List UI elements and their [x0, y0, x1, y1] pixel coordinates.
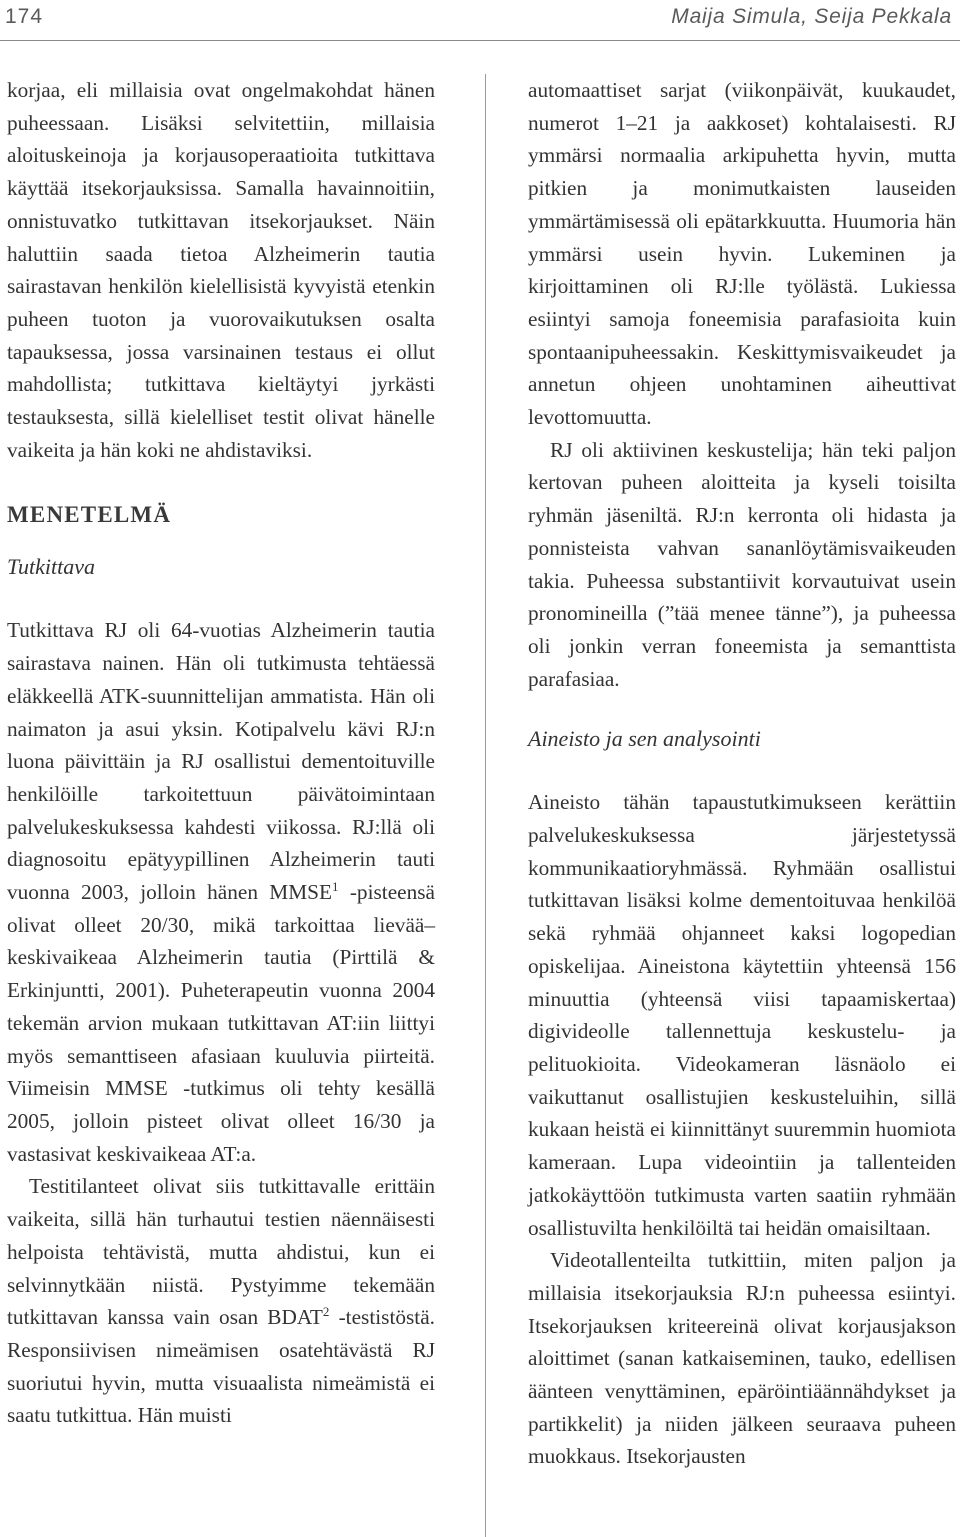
- rj-paragraph: RJ oli aktiivinen keskustelija; hän teki paljon kertovan puheen aloitteita ja kyseli toisilta ryhmän jäseniltä. RJ:n kerronta oli hidasta ja ponnisteista vahvan sananlöytämisvaikeuden takia. Puheessa substantiivit korvautuivat usein pronomineilla (”tää menee tänne”), ja puheessa oli jonkin verran foneemista ja semanttista parafasiaa.: [528, 437, 956, 691]
- subject-paragraph-2-text: Testitilanteet olivat siis tutkittavalle erittäin vaikeita, sillä hän turhautui testien näennäisesti helpoista tehtävistä, mutta ahdistui, kun ei selvinnytkään niistä. Pystyimme tekemään tutkittavan kanssa vain osan BDAT: [7, 1174, 435, 1330]
- footnote-marker-2: 2: [322, 1304, 330, 1320]
- subject-paragraph-2: [7, 1170, 435, 1432]
- section-heading-menetelma: MENETELMÄ: [7, 502, 172, 528]
- subject-paragraph-1: [7, 614, 435, 1170]
- continuation-paragraph: automaattiset sarjat (viikonpäivät, kuukaudet, numerot 1–21 ja aakkoset) kohtalaisesti. RJ ymmärsi normaalia arkipuhetta hyvin, mutta pitkien ja monimutkaisten lauseiden ymmärtämisessä oli epätarkkuutta. Huumoria hän ymmärsi usein hyvin. Lukeminen ja kirjoittaminen oli RJ:lle työlästä. Lukiessa esiintyi samoja foneemisia parafasioita kuin spontaanipuheessakin. Keskittymisvaikeudet ja annetun ohjeen unohtaminen aiheuttivat levottomuutta.: [528, 78, 956, 430]
- footnote-marker-1: 1: [332, 878, 339, 894]
- subheading-tutkittava: Tutkittava: [7, 554, 95, 580]
- right-column: [528, 74, 956, 1473]
- intro-paragraph: korjaa, eli millaisia ovat ongelmakohdat hänen puheessaan. Lisäksi selvitettiin, millaisia aloituskeinoja ja korjausoperaatioita tutkittava käyttää itsekorjauksissa. Samalla havainnoitiin, onnistuvatko tutkittavan itsekorjaukset. Näin haluttiin saada tietoa Alzheimerin tautia sairastavan henkilön kielellisistä kyvyistä etenkin puheen tuoton ja vuorovaikutuksen osalta tapauksessa, jossa varsinainen testaus ei ollut mahdollista; tutkittava kieltäytyi jyrkästi testauksesta, sillä kielelliset testit olivat hänelle vaikeita ja hän koki ne ahdistaviksi.: [7, 78, 435, 462]
- running-head-authors: Maija Simula, Seija Pekkala: [671, 5, 952, 28]
- subject-paragraph-1-text: Tutkittava RJ oli 64-vuotias Alzheimerin tautia sairastava nainen. Hän oli tutkimusta tehtäessä eläkkeellä ATK-suunnittelijan ammatista. Hän oli naimaton ja asui yksin. Kotipalvelu kävi RJ:n luona päivittäin ja RJ osallistui dementoituville henkilöille tarkoitettuun päivätoimintaan palvelukeskuksessa kahdesti viikossa. RJ:llä oli diagnosoitu epätyypillinen Alzheimerin tauti vuonna 2003, jolloin hänen MMSE: [7, 618, 435, 905]
- material-paragraph-1: Aineisto tähän tapaustutkimukseen kerättiin palvelukeskuksessa järjestetyssä kommunikaatioryhmässä. Ryhmään osallistui tutkittavan lisäksi kolme dementoituvaa henkilöä sekä ryhmää ohjanneet kaksi logopedian opiskelijaa. Aineistona käytettiin yhteensä 156 minuuttia (yhteensä viisi tapaamiskertaa) digivideolle tallennettuja keskustelu- ja pelituokioita. Videokameran läsnäolo ei vaikuttanut osallistujien keskusteluihin, sillä kukaan heistä ei kiinnittänyt suuremmin huomiota kameraan. Lupa videointiin ja tallenteiden jatkokäyttöön tutkimusta varten saatiin ryhmään osallistuvilta henkilöiltä tai heidän omaisiltaan.: [528, 790, 956, 1240]
- header-rule: [0, 40, 960, 41]
- running-head: [0, 0, 960, 40]
- subject-paragraph-2-continuation: -testistöstä. Responsiivisen nimeämisen osatehtävästä RJ suoriutui hyvin, mutta visuaalista nimeämistä ei saatu tutkittua. Hän muisti: [7, 1305, 435, 1428]
- subheading-aineisto: Aineisto ja sen analysointi: [528, 726, 761, 752]
- page-number: 174: [5, 5, 44, 28]
- left-column: [7, 74, 435, 1432]
- subject-paragraph-1-continuation: -pisteensä olivat olleet 20/30, mikä tarkoittaa lievää–keskivaikeaa Alzheimerin tautia (Pirttilä & Erkinjuntti, 2001). Puheterapeutin vuonna 2004 tekemän arvion mukaan tutkittavan AT:iin liittyi myös semanttiseen afasiaan kuuluvia piirteitä. Viimeisin MMSE -tutkimus oli tehty kesällä 2005, jolloin pisteet olivat olleet 16/30 ja vastasivat keskivaikeaa AT:a.: [7, 880, 435, 1166]
- column-divider: [485, 74, 486, 1537]
- material-paragraph-2: Videotallenteilta tutkittiin, miten paljon ja millaisia itsekorjauksia RJ:n puheessa esiintyi. Itsekorjauksen kriteereinä olivat korjausjakson aloittimet (sanan katkaiseminen, tauko, edellisen äänteen venyttäminen, epäröintiäännähdykset ja partikkelit) ja niiden jälkeen seuraava puheen muokkaus. Itsekorjausten: [528, 1248, 956, 1469]
